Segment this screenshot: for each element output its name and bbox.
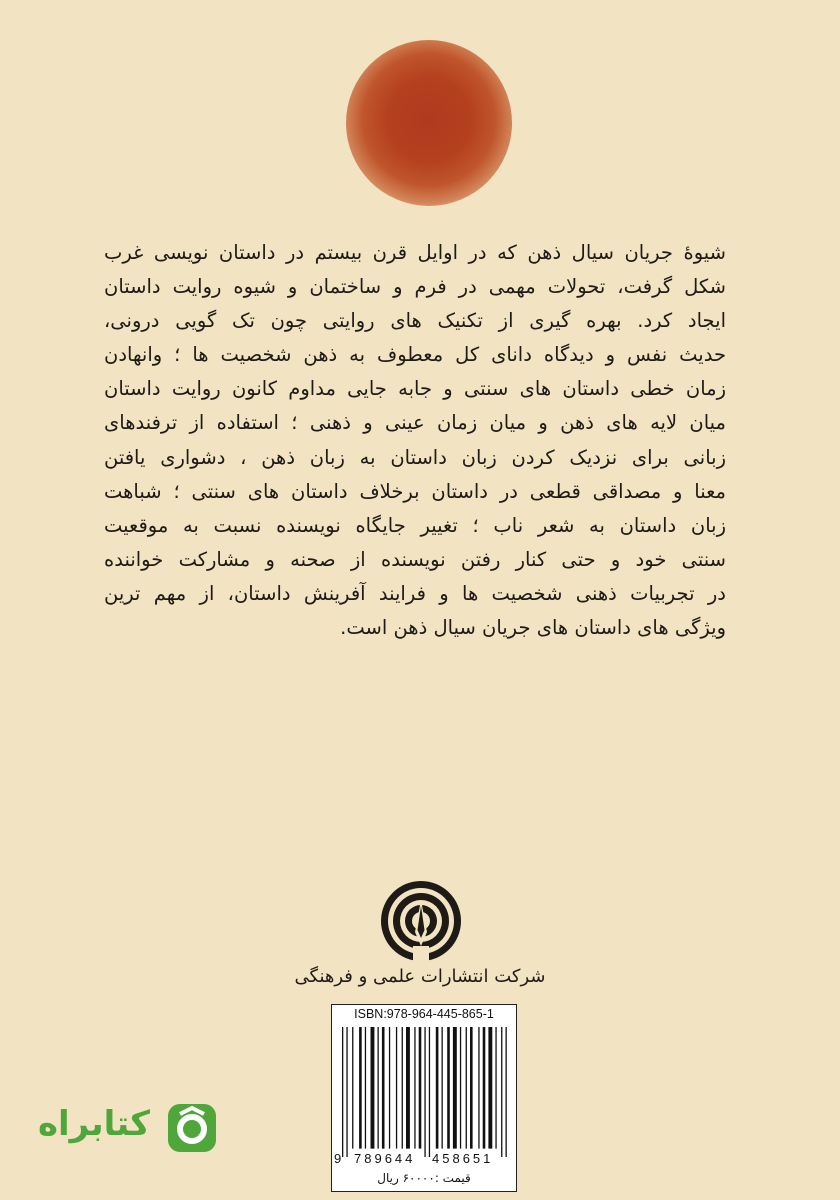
blurb-line: سنتی خود و حتی کنار رفتن نویسنده از صحنه و مشارکت خواننده bbox=[104, 547, 726, 571]
blurb-line: ویژگی های داستان های جریان سیال ذهن است. bbox=[340, 616, 726, 640]
blurb-line: زمان خطی داستان های سنتی و جابه جایی مداوم کانون روایت داستان bbox=[104, 377, 726, 401]
price-label: قیمت :۶۰۰۰۰ ریال bbox=[377, 1171, 471, 1185]
barcode-bars-icon bbox=[340, 1027, 510, 1157]
barcode-bar bbox=[478, 1027, 479, 1149]
back-cover-blurb bbox=[104, 236, 726, 645]
barcode-bar bbox=[429, 1027, 430, 1157]
barcode-digits-left: 789644 bbox=[354, 1151, 416, 1166]
ketabrah-label[interactable]: کتابراه bbox=[37, 1104, 150, 1144]
blurb-line: شکل گرفت، تحولات مهمی در فرم و ساختمان و شیوه روایت داستان bbox=[104, 275, 726, 299]
barcode-bar bbox=[424, 1027, 425, 1157]
blurb-line: حدیث نفس و دیدگاه دانای کل معطوف به ذهن شخصیت ها ؛ وانهادن bbox=[104, 343, 726, 367]
barcode-bar bbox=[352, 1027, 353, 1149]
publisher-name: شرکت انتشارات علمی و فرهنگی bbox=[294, 966, 546, 987]
red-sun-illustration bbox=[346, 40, 512, 206]
blurb-line: زبانی برای نزدیک کردن زبان داستان به زبان ذهن ، دشواری یافتن bbox=[104, 445, 726, 469]
publisher-logo-icon bbox=[380, 880, 462, 962]
blurb-line: معنا و مصداقی قطعی در داستان برخلاف داستان های سنتی ؛ شباهت bbox=[104, 479, 726, 503]
barcode-bar bbox=[419, 1027, 422, 1149]
barcode-bar bbox=[342, 1027, 343, 1157]
barcode-bar bbox=[460, 1027, 461, 1149]
barcode-bar bbox=[501, 1027, 502, 1157]
ketabrah-square-icon bbox=[168, 1104, 216, 1152]
barcode-bar bbox=[506, 1027, 507, 1157]
barcode-bar bbox=[442, 1027, 443, 1149]
barcode-bar bbox=[488, 1027, 492, 1149]
barcode-digits-right: 458651 bbox=[432, 1151, 494, 1166]
blurb-line: ایجاد کرد. بهره گیری از تکنیک های روایتی چون تک گویی درونی، bbox=[104, 309, 726, 333]
barcode-bar bbox=[365, 1027, 366, 1149]
barcode-bar bbox=[466, 1027, 467, 1149]
barcode-bar bbox=[447, 1027, 450, 1149]
barcode-bar bbox=[414, 1027, 415, 1149]
isbn-barcode bbox=[331, 1004, 517, 1192]
barcode-bar bbox=[378, 1027, 379, 1149]
barcode-bar bbox=[396, 1027, 397, 1149]
barcode-bar bbox=[495, 1027, 496, 1149]
isbn-number: ISBN:978-964-445-865-1 bbox=[354, 1007, 494, 1021]
barcode-bar bbox=[382, 1027, 385, 1149]
barcode-bar bbox=[470, 1027, 473, 1149]
blurb-line: در تجربیات ذهنی شخصیت ها و فرایند آفرینش داستان، از مهم ترین bbox=[104, 581, 726, 605]
barcode-bar bbox=[359, 1027, 362, 1149]
barcode-digit-prefix: 9 bbox=[334, 1151, 342, 1166]
blurb-line: میان لایه های ذهن و میان زمان عینی و ذهنی ؛ استفاده از ترفندهای bbox=[104, 411, 726, 435]
barcode-bar bbox=[406, 1027, 410, 1149]
barcode-bar bbox=[483, 1027, 486, 1149]
barcode-bar bbox=[389, 1027, 390, 1149]
barcode-bar bbox=[346, 1027, 347, 1157]
barcode-bar bbox=[371, 1027, 375, 1149]
barcode-bar bbox=[453, 1027, 457, 1149]
barcode-bar bbox=[402, 1027, 403, 1149]
barcode-bar bbox=[436, 1027, 439, 1149]
blurb-line: شیوهٔ جریان سیال ذهن که در اوایل قرن بیستم در داستان نویسی غرب bbox=[104, 241, 726, 264]
blurb-line: زبان داستان به شعر ناب ؛ تغییر جایگاه نویسنده نسبت به موقعیت bbox=[104, 513, 726, 537]
